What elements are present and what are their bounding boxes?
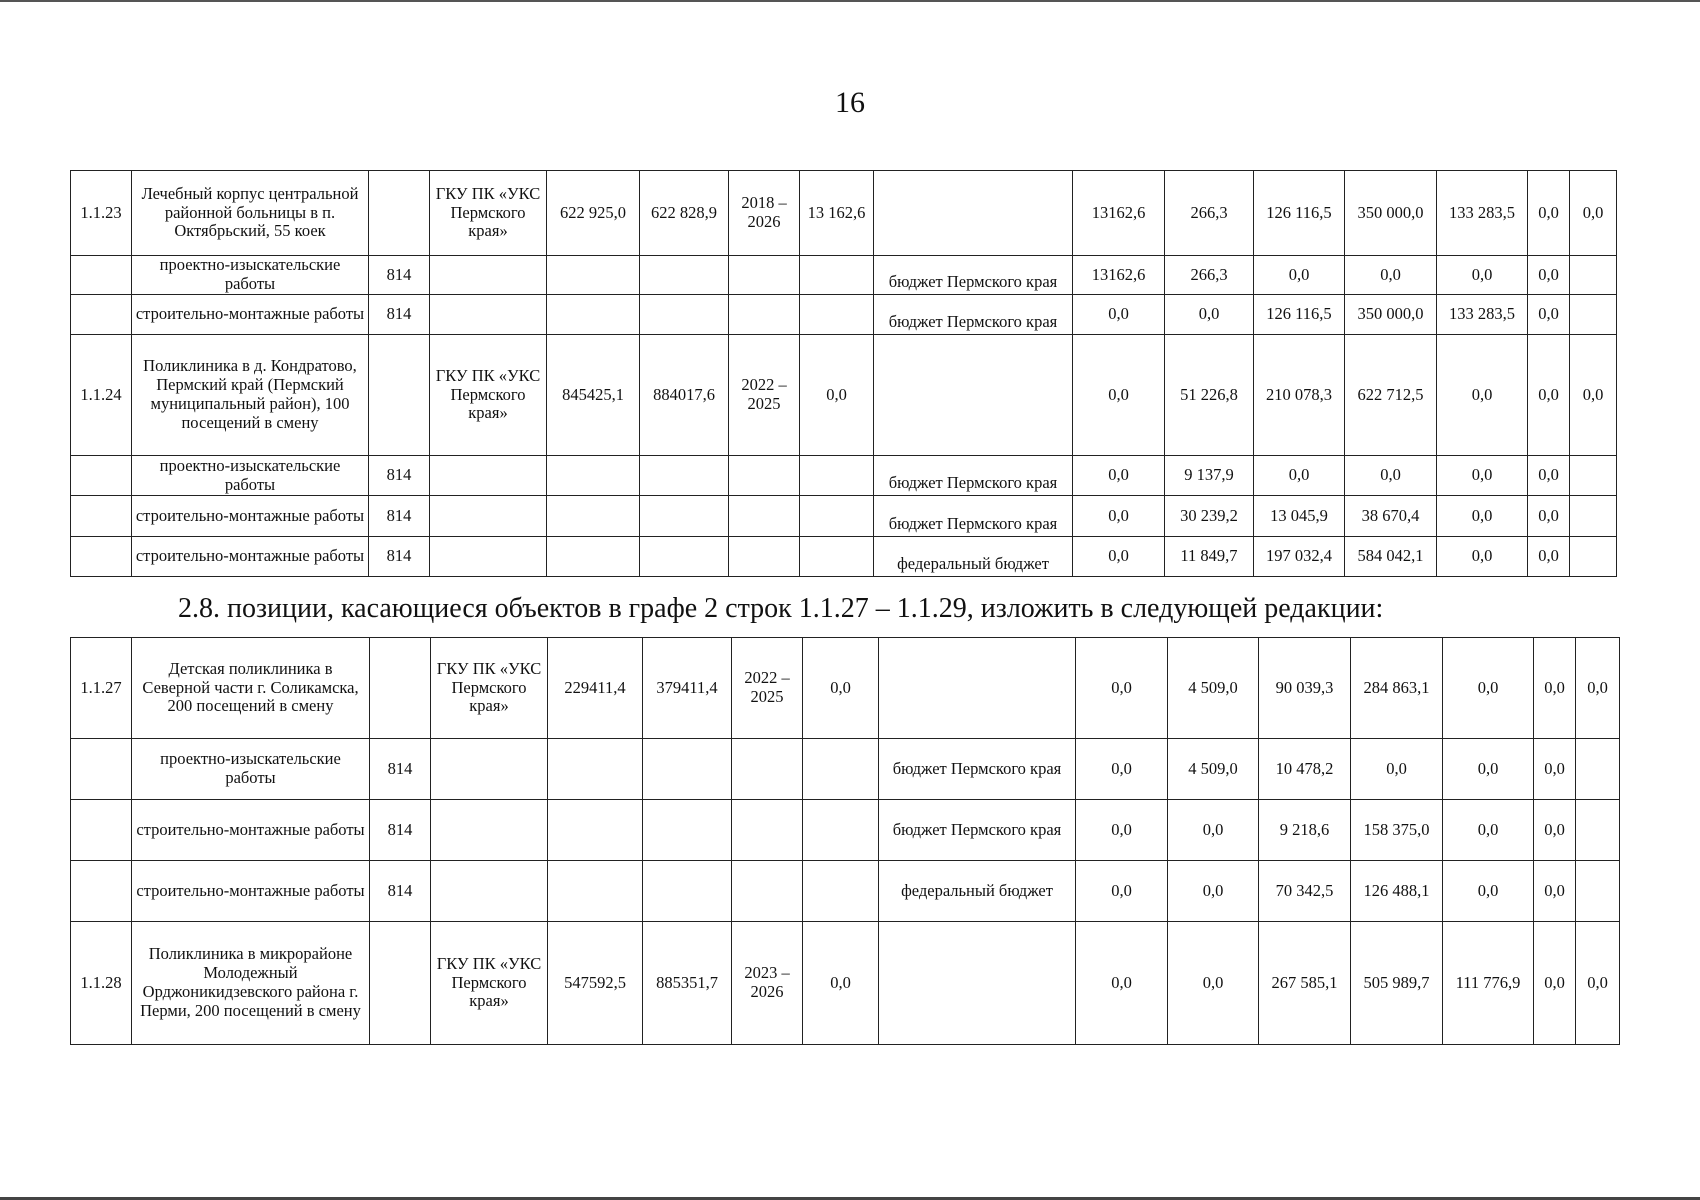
year-value: 0,0 [1437, 335, 1528, 456]
year-value: 11 849,7 [1165, 537, 1254, 577]
construction-period [732, 739, 803, 800]
year-value: 90 039,3 [1259, 638, 1351, 739]
year-value: 266,3 [1165, 171, 1254, 256]
customer [431, 739, 548, 800]
year-value: 0,0 [1168, 861, 1259, 922]
year-value [1570, 537, 1617, 577]
amendment-heading: 2.8. позиции, касающиеся объектов в графе 2 строк 1.1.27 – 1.1.29, изложить в следующей редакции: [178, 593, 1384, 624]
year-value: 0,0 [1073, 456, 1165, 496]
budget-code: 814 [369, 537, 430, 577]
year-value: 0,0 [1073, 537, 1165, 577]
estimated-cost: 547592,5 [548, 922, 643, 1045]
table-row [71, 922, 1620, 1045]
construction-period [729, 456, 800, 496]
estimated-cost [548, 800, 643, 861]
row-number: 1.1.24 [71, 335, 132, 456]
row-number [71, 861, 132, 922]
funding-source [879, 638, 1076, 739]
year-value: 0,0 [1076, 800, 1168, 861]
row-number: 1.1.27 [71, 638, 132, 739]
year-value: 0,0 [1437, 537, 1528, 577]
financed-amount [800, 537, 874, 577]
financed-amount: 0,0 [803, 638, 879, 739]
remaining-cost: 622 828,9 [640, 171, 729, 256]
year-value: 0,0 [1528, 335, 1570, 456]
year-value: 0,0 [1570, 171, 1617, 256]
year-value: 30 239,2 [1165, 496, 1254, 537]
year-value: 70 342,5 [1259, 861, 1351, 922]
table-row [71, 171, 1617, 256]
object-name: Детская поликлиника в Северной части г. Соликамска, 200 посещений в смену [132, 638, 370, 739]
funding-source [874, 335, 1073, 456]
year-value: 4 509,0 [1168, 739, 1259, 800]
year-value: 0,0 [1443, 800, 1534, 861]
construction-period: 2022 – 2025 [729, 335, 800, 456]
customer [430, 496, 547, 537]
year-value: 0,0 [1168, 922, 1259, 1045]
construction-period [729, 496, 800, 537]
financed-amount: 0,0 [803, 922, 879, 1045]
estimated-cost [547, 295, 640, 335]
row-number: 1.1.28 [71, 922, 132, 1045]
scan-edge-top [0, 0, 1700, 2]
year-value: 0,0 [1351, 739, 1443, 800]
remaining-cost [643, 739, 732, 800]
work-type: строительно-монтажные работы [132, 800, 370, 861]
table-row [71, 335, 1617, 456]
table-row [71, 638, 1620, 739]
year-value: 9 218,6 [1259, 800, 1351, 861]
year-value: 0,0 [1437, 496, 1528, 537]
financed-amount [800, 256, 874, 295]
object-name: Лечебный корпус центральной районной больницы в п. Октябрьский, 55 коек [132, 171, 369, 256]
remaining-cost [643, 861, 732, 922]
customer: ГКУ ПК «УКС Пермского края» [431, 922, 548, 1045]
year-value: 51 226,8 [1165, 335, 1254, 456]
construction-period [732, 800, 803, 861]
customer [430, 456, 547, 496]
estimated-cost [547, 256, 640, 295]
year-value: 126 116,5 [1254, 295, 1345, 335]
year-value: 0,0 [1076, 638, 1168, 739]
construction-period [729, 295, 800, 335]
year-value: 210 078,3 [1254, 335, 1345, 456]
budget-code: 814 [370, 739, 431, 800]
table-row [71, 537, 1617, 577]
year-value: 0,0 [1073, 295, 1165, 335]
funding-source: бюджет Пермского края [874, 496, 1073, 537]
funding-source: федеральный бюджет [879, 861, 1076, 922]
remaining-cost [643, 800, 732, 861]
customer [431, 861, 548, 922]
financed-amount: 0,0 [800, 335, 874, 456]
year-value: 0,0 [1073, 496, 1165, 537]
financed-amount [803, 861, 879, 922]
budget-code: 814 [370, 800, 431, 861]
construction-period: 2022 – 2025 [732, 638, 803, 739]
budget-code: 814 [369, 456, 430, 496]
year-value: 126 488,1 [1351, 861, 1443, 922]
year-value: 13162,6 [1073, 171, 1165, 256]
year-value: 38 670,4 [1345, 496, 1437, 537]
construction-period [732, 861, 803, 922]
remaining-cost [640, 496, 729, 537]
remaining-cost: 379411,4 [643, 638, 732, 739]
estimated-cost: 229411,4 [548, 638, 643, 739]
year-value: 0,0 [1345, 256, 1437, 295]
year-value: 13162,6 [1073, 256, 1165, 295]
financed-amount: 13 162,6 [800, 171, 874, 256]
remaining-cost [640, 295, 729, 335]
funding-source: бюджет Пермского края [874, 295, 1073, 335]
year-value: 133 283,5 [1437, 295, 1528, 335]
year-value: 0,0 [1534, 739, 1576, 800]
row-number [71, 295, 132, 335]
year-value [1570, 295, 1617, 335]
construction-period: 2023 – 2026 [732, 922, 803, 1045]
year-value: 0,0 [1576, 638, 1620, 739]
year-value: 0,0 [1576, 922, 1620, 1045]
year-value: 0,0 [1076, 739, 1168, 800]
work-type: проектно-изыскательские работы [132, 739, 370, 800]
table-row [71, 739, 1620, 800]
year-value [1570, 456, 1617, 496]
year-value: 0,0 [1528, 295, 1570, 335]
budget-code [369, 171, 430, 256]
year-value: 0,0 [1534, 861, 1576, 922]
year-value: 350 000,0 [1345, 295, 1437, 335]
year-value: 0,0 [1443, 739, 1534, 800]
customer [431, 800, 548, 861]
year-value: 0,0 [1168, 800, 1259, 861]
year-value: 0,0 [1345, 456, 1437, 496]
budget-code [369, 335, 430, 456]
year-value: 0,0 [1570, 335, 1617, 456]
financed-amount [803, 800, 879, 861]
year-value: 0,0 [1528, 256, 1570, 295]
funding-source: бюджет Пермского края [879, 739, 1076, 800]
row-number [71, 456, 132, 496]
year-value: 0,0 [1528, 171, 1570, 256]
estimated-cost: 845425,1 [547, 335, 640, 456]
budget-code: 814 [369, 295, 430, 335]
funding-source: бюджет Пермского края [879, 800, 1076, 861]
customer: ГКУ ПК «УКС Пермского края» [431, 638, 548, 739]
year-value: 505 989,7 [1351, 922, 1443, 1045]
table-row [71, 295, 1617, 335]
work-type: проектно-изыскательские работы [132, 256, 369, 295]
year-value: 266,3 [1165, 256, 1254, 295]
estimated-cost: 622 925,0 [547, 171, 640, 256]
year-value: 0,0 [1528, 456, 1570, 496]
year-value: 0,0 [1534, 638, 1576, 739]
construction-period [729, 256, 800, 295]
estimated-cost [547, 537, 640, 577]
estimated-cost [547, 496, 640, 537]
year-value: 197 032,4 [1254, 537, 1345, 577]
financed-amount [800, 496, 874, 537]
year-value: 0,0 [1534, 922, 1576, 1045]
year-value: 0,0 [1076, 861, 1168, 922]
object-table-bottom [70, 637, 1620, 1045]
year-value: 0,0 [1076, 922, 1168, 1045]
year-value: 0,0 [1443, 638, 1534, 739]
year-value: 111 776,9 [1443, 922, 1534, 1045]
table-row [71, 496, 1617, 537]
funding-source: бюджет Пермского края [874, 256, 1073, 295]
year-value: 9 137,9 [1165, 456, 1254, 496]
financed-amount [800, 456, 874, 496]
year-value: 4 509,0 [1168, 638, 1259, 739]
year-value: 0,0 [1443, 861, 1534, 922]
row-number [71, 537, 132, 577]
year-value: 584 042,1 [1345, 537, 1437, 577]
funding-source: федеральный бюджет [874, 537, 1073, 577]
year-value: 350 000,0 [1345, 171, 1437, 256]
budget-code: 814 [370, 861, 431, 922]
year-value [1576, 861, 1620, 922]
customer [430, 256, 547, 295]
remaining-cost [640, 256, 729, 295]
construction-period: 2018 – 2026 [729, 171, 800, 256]
year-value: 0,0 [1254, 456, 1345, 496]
work-type: проектно-изыскательские работы [132, 456, 369, 496]
object-name: Поликлиника в д. Кондратово, Пермский край (Пермский муниципальный район), 100 посещений в смену [132, 335, 369, 456]
budget-code: 814 [369, 496, 430, 537]
financed-amount [803, 739, 879, 800]
year-value: 126 116,5 [1254, 171, 1345, 256]
row-number [71, 800, 132, 861]
page-number: 16 [835, 86, 865, 119]
remaining-cost [640, 537, 729, 577]
row-number [71, 739, 132, 800]
budget-code [370, 922, 431, 1045]
year-value: 133 283,5 [1437, 171, 1528, 256]
year-value [1570, 256, 1617, 295]
row-number [71, 256, 132, 295]
year-value: 0,0 [1528, 537, 1570, 577]
work-type: строительно-монтажные работы [132, 295, 369, 335]
remaining-cost [640, 456, 729, 496]
table-row [71, 456, 1617, 496]
funding-source [874, 171, 1073, 256]
year-value: 622 712,5 [1345, 335, 1437, 456]
year-value: 13 045,9 [1254, 496, 1345, 537]
customer [430, 537, 547, 577]
budget-code: 814 [369, 256, 430, 295]
year-value: 0,0 [1254, 256, 1345, 295]
customer: ГКУ ПК «УКС Пермского края» [430, 171, 547, 256]
customer [430, 295, 547, 335]
table-row [71, 800, 1620, 861]
year-value: 267 585,1 [1259, 922, 1351, 1045]
remaining-cost: 885351,7 [643, 922, 732, 1045]
estimated-cost [548, 739, 643, 800]
construction-period [729, 537, 800, 577]
row-number: 1.1.23 [71, 171, 132, 256]
table-row [71, 256, 1617, 295]
year-value: 0,0 [1073, 335, 1165, 456]
year-value: 0,0 [1165, 295, 1254, 335]
remaining-cost: 884017,6 [640, 335, 729, 456]
object-table-top [70, 170, 1617, 577]
estimated-cost [548, 861, 643, 922]
work-type: строительно-монтажные работы [132, 861, 370, 922]
year-value: 0,0 [1437, 456, 1528, 496]
year-value: 0,0 [1437, 256, 1528, 295]
work-type: строительно-монтажные работы [132, 496, 369, 537]
year-value [1576, 800, 1620, 861]
year-value [1570, 496, 1617, 537]
object-name: Поликлиника в микрорайоне Молодежный Орджоникидзевского района г. Перми, 200 посещений в смену [132, 922, 370, 1045]
year-value: 10 478,2 [1259, 739, 1351, 800]
budget-code [370, 638, 431, 739]
table-row [71, 861, 1620, 922]
year-value [1576, 739, 1620, 800]
year-value: 158 375,0 [1351, 800, 1443, 861]
estimated-cost [547, 456, 640, 496]
customer: ГКУ ПК «УКС Пермского края» [430, 335, 547, 456]
year-value: 284 863,1 [1351, 638, 1443, 739]
funding-source: бюджет Пермского края [874, 456, 1073, 496]
year-value: 0,0 [1528, 496, 1570, 537]
financed-amount [800, 295, 874, 335]
work-type: строительно-монтажные работы [132, 537, 369, 577]
year-value: 0,0 [1534, 800, 1576, 861]
row-number [71, 496, 132, 537]
funding-source [879, 922, 1076, 1045]
